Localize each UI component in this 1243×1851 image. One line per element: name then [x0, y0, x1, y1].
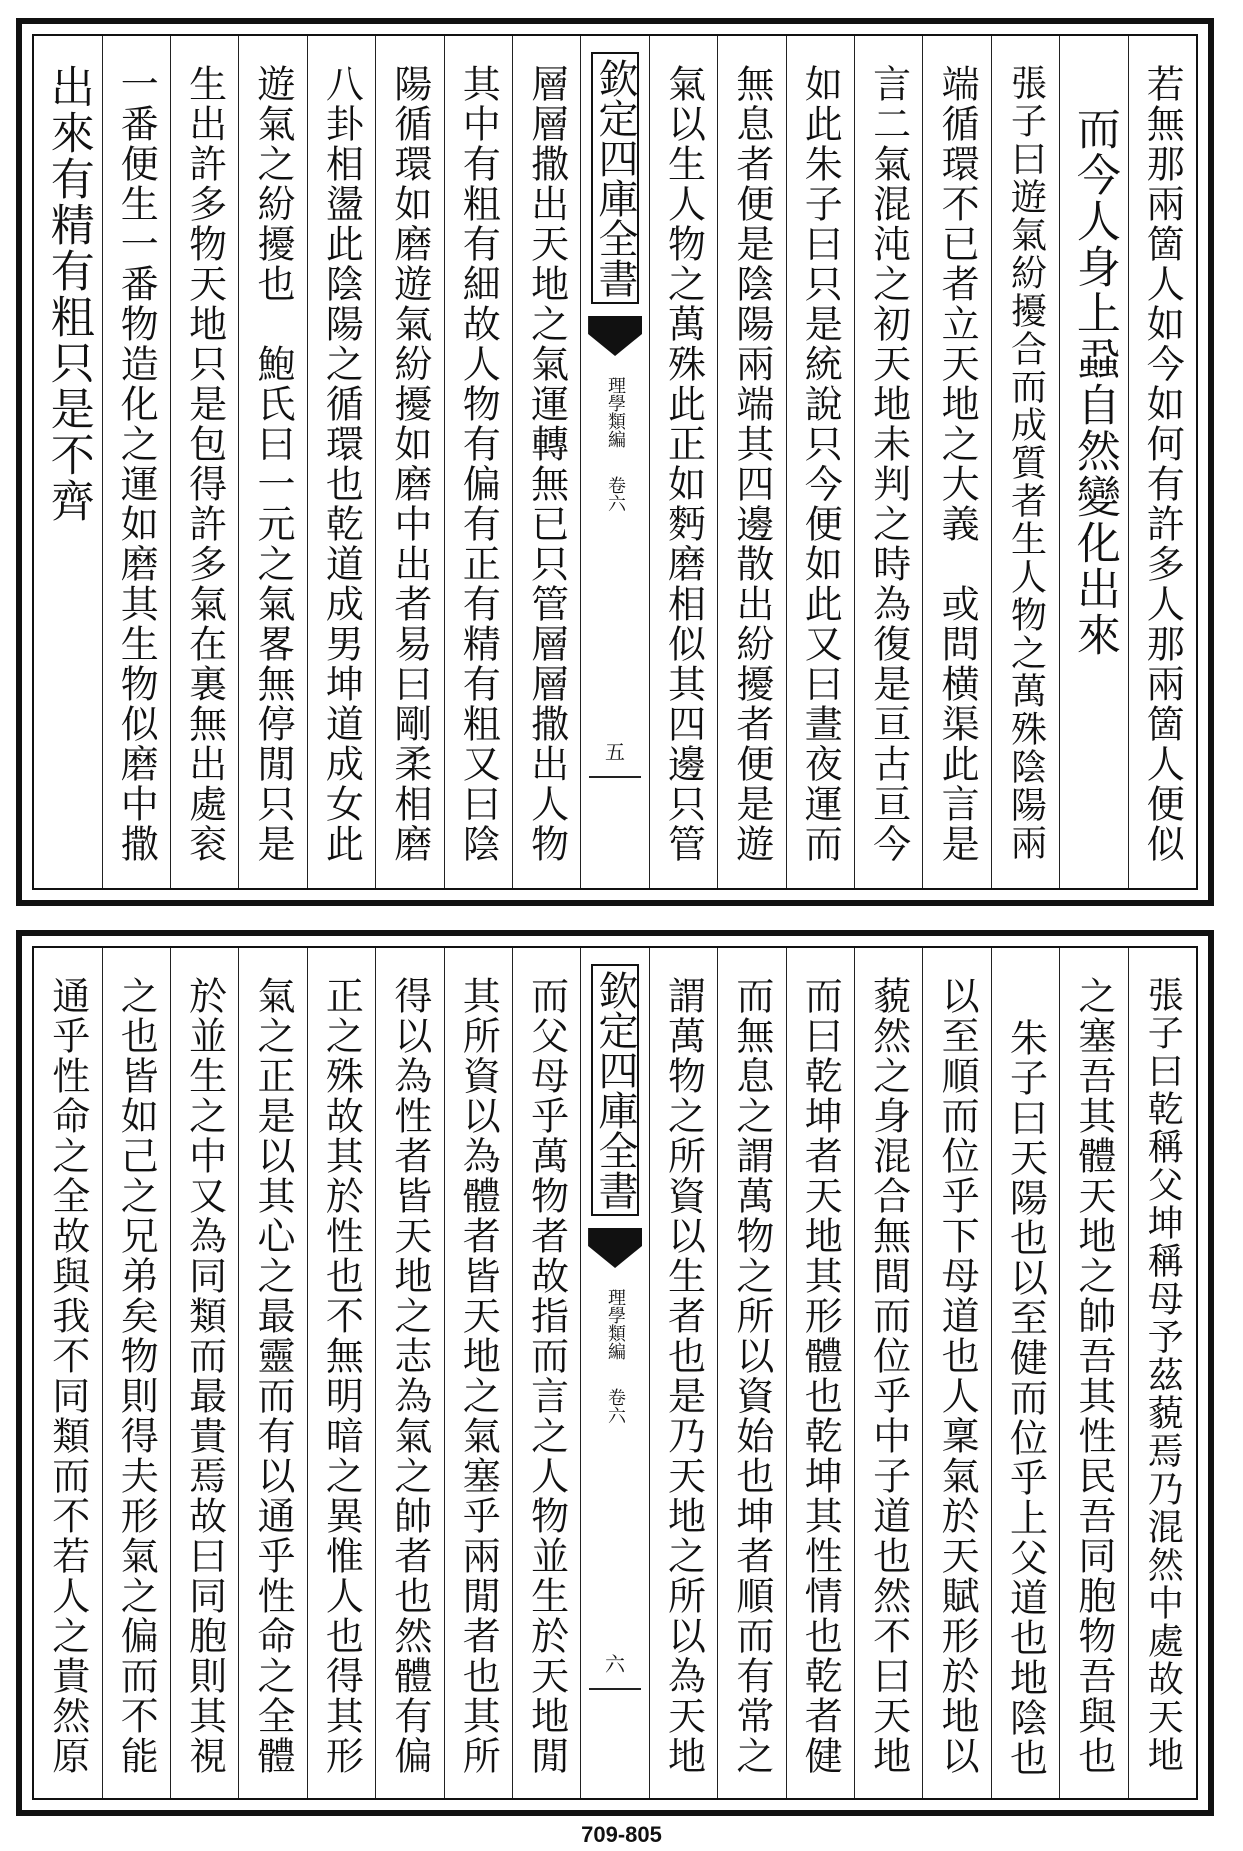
text-column: 氣以生人物之萬殊此正如麪磨相似其四邊只管 — [649, 36, 717, 888]
page-number: 五 — [605, 740, 626, 764]
category-label: 理學類編 — [604, 1288, 626, 1360]
text-column: 而無息之謂萬物之所以資始也坤者順而有常之 — [717, 948, 785, 1798]
text-column: 得以為性者皆天地之志為氣之帥者也然體有偏 — [375, 948, 443, 1798]
text-column: 其所資以為體者皆天地之氣塞乎兩閒者也其所 — [444, 948, 512, 1798]
category-label: 理學類編 — [604, 376, 626, 448]
text-column: 無息者便是陰陽兩端其四邊散出紛擾者便是遊 — [717, 36, 785, 888]
divider — [589, 776, 640, 778]
text-column: 之塞吾其體天地之帥吾其性民吾同胞物吾與也 — [1059, 948, 1127, 1798]
text-column: 通乎性命之全故與我不同類而不若人之貴然原 — [45, 976, 90, 1776]
text-column: 而曰乾坤者天地其形體也乾坤其性情也乾者健 — [786, 948, 854, 1798]
text-column: 其中有粗有細故人物有偏有正有精有粗又曰陰 — [444, 36, 512, 888]
volume-label: 卷六 — [604, 476, 626, 512]
center-fold-column — [580, 36, 648, 888]
divider — [589, 1688, 640, 1690]
page-number: 六 — [605, 1652, 626, 1676]
text-column: 若無那兩箇人如今如何有許多人那兩箇人便似 — [1128, 36, 1196, 888]
text-column: 遊氣之紛擾也 鮑氏曰一元之氣畧無停閒只是 — [238, 36, 306, 888]
text-column: 而今人身上蝨自然變化出來 — [1059, 36, 1127, 888]
book-title: 欽定四庫全書 — [591, 52, 639, 304]
top-page-panel — [16, 18, 1214, 906]
volume-label: 卷六 — [604, 1388, 626, 1424]
text-column: 之也皆如己之兄弟矣物則得夫形氣之偏而不能 — [102, 948, 170, 1798]
page-footer-number: 709-805 — [581, 1822, 662, 1847]
text-column: 謂萬物之所資以生者也是乃天地之所以為天地 — [649, 948, 717, 1798]
text-column: 氣之正是以其心之最靈而有以通乎性命之全體 — [238, 948, 306, 1798]
fish-tail-ornament — [588, 1228, 642, 1268]
text-column: 出來有精有粗只是不齊 — [42, 64, 94, 524]
text-column: 正之殊故其於性也不無明暗之異惟人也得其形 — [307, 948, 375, 1798]
text-column: 層層撒出天地之氣運轉無已只管層層撒出人物 — [512, 36, 580, 888]
fish-tail-ornament — [588, 316, 642, 356]
text-column: 朱子曰天陽也以至健而位乎上父道也地陰也 — [991, 948, 1059, 1798]
top-page-grid — [32, 34, 1198, 890]
text-column: 生出許多物天地只是包得許多氣在裏無出處衮 — [170, 36, 238, 888]
text-column: 而父母乎萬物者故指而言之人物並生於天地閒 — [512, 948, 580, 1798]
text-column: 八卦相盪此陰陽之循環也乾道成男坤道成女此 — [307, 36, 375, 888]
text-column: 陽循環如磨遊氣紛擾如磨中出者易曰剛柔相磨 — [375, 36, 443, 888]
bottom-page-grid — [32, 946, 1198, 1800]
text-column: 如此朱子曰只是統說只今便如此又曰晝夜運而 — [786, 36, 854, 888]
text-column: 一番便生一番物造化之運如磨其生物似磨中撒 — [102, 36, 170, 888]
text-column: 言二氣混沌之初天地未判之時為復是亘古亘今 — [854, 36, 922, 888]
bottom-page-panel — [16, 930, 1214, 1816]
text-column: 端循環不已者立天地之大義 或問横渠此言是 — [922, 36, 990, 888]
text-column: 張子曰遊氣紛擾合而成質者生人物之萬殊陰陽兩 — [991, 36, 1059, 888]
text-column: 張子曰乾稱父坤稱母予茲藐焉乃混然中處故天地 — [1128, 948, 1196, 1798]
book-title: 欽定四庫全書 — [591, 964, 639, 1216]
text-column: 以至順而位乎下母道也人稟氣於天賦形於地以 — [922, 948, 990, 1798]
text-column: 藐然之身混合無間而位乎中子道也然不曰天地 — [854, 948, 922, 1798]
center-fold-column — [580, 948, 648, 1798]
text-column: 於並生之中又為同類而最貴焉故曰同胞則其視 — [170, 948, 238, 1798]
